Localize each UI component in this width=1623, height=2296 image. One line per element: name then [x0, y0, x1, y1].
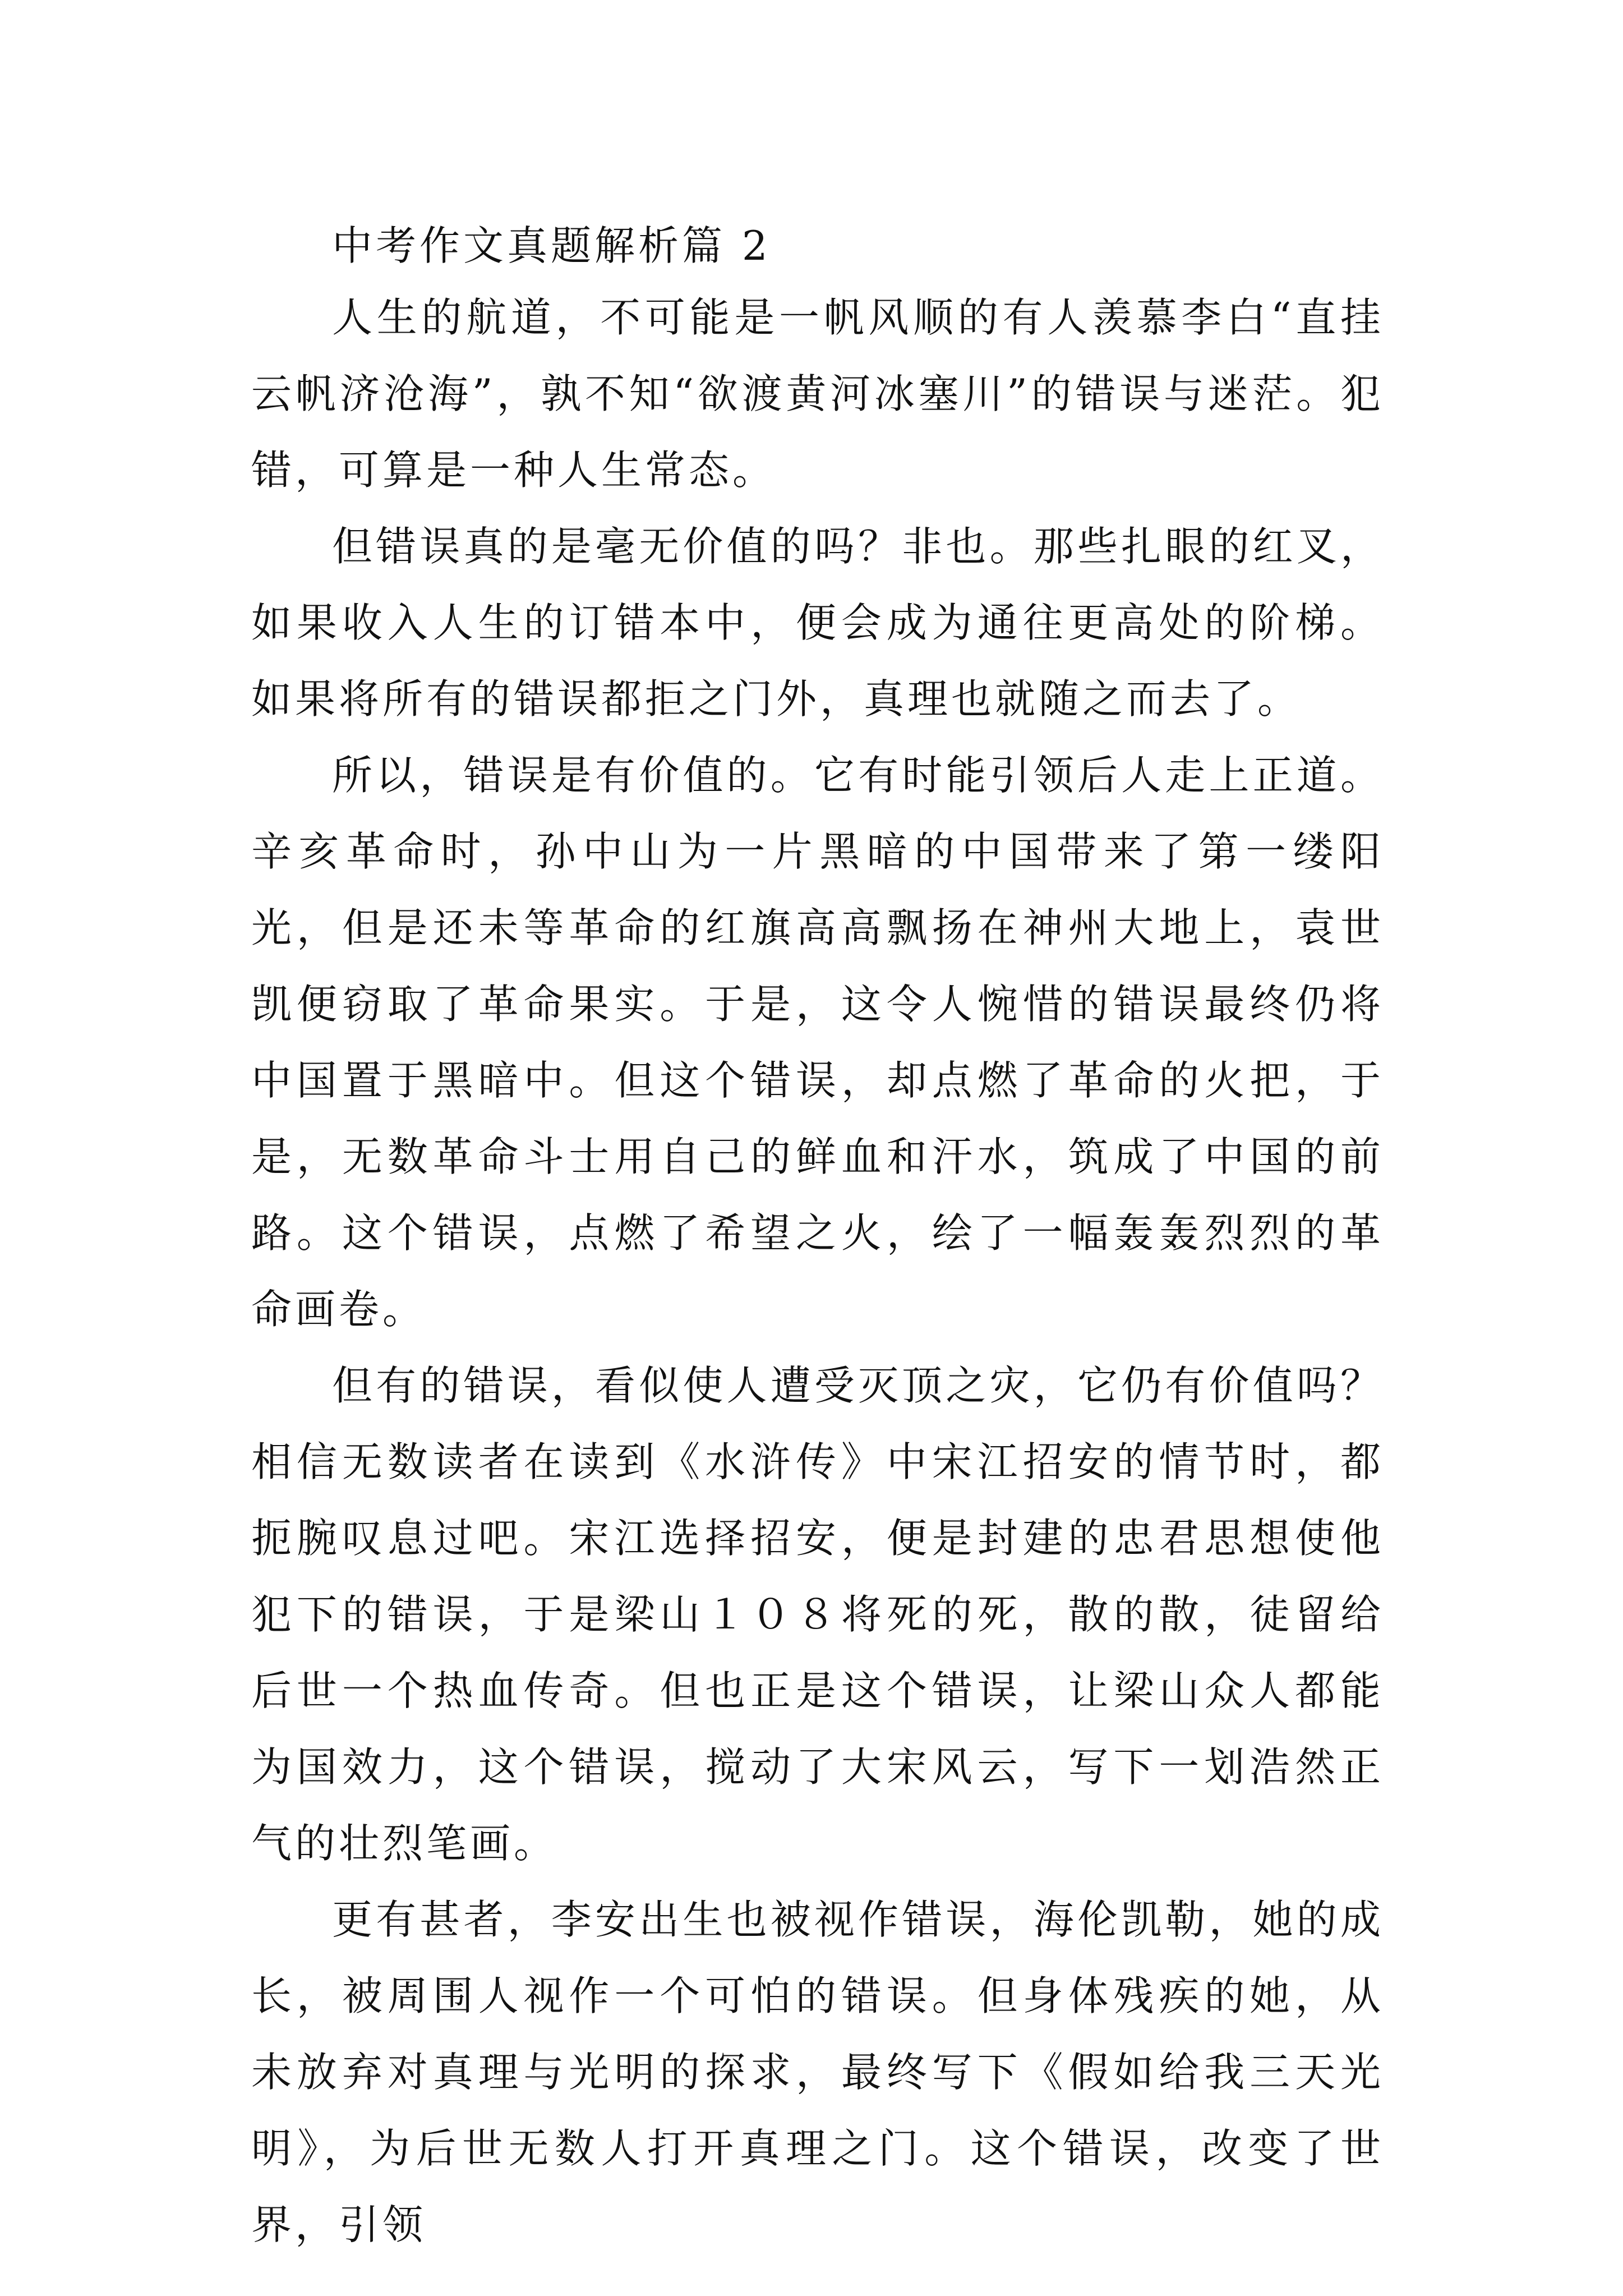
paragraph-intro: 人生的航道，不可能是一帆风顺的有人羡慕李白“直挂云帆济沧海”，孰不知“欲渡黄河冰塞川”的错误与迷茫。犯错，可算是一种人生常态。 [251, 294, 1384, 494]
paragraph-water-margin: 但有的错误，看似使人遭受灭顶之灾，它仍有价值吗？相信无数读者在读到《水浒传》中宋江招安的情节时，都扼腕叹息过吧。宋江选择招安，便是封建的忠君思想使他犯下的错误，于是梁山１０８将死的死，散的散，徒留给后世一个热血传奇。但也正是这个错误，让梁山众人都能为国效力，这个错误，搅动了大宋风云，写下一划浩然正气的壮烈笔画。 [251, 1362, 1384, 1867]
paragraph-revolution: 所以，错误是有价值的。它有时能引领后人走上正道。辛亥革命时，孙中山为一片黑暗的中国带来了第一缕阳光，但是还未等革命的红旗高高飘扬在神州大地上，袁世凯便窃取了革命果实。于是，这令人惋惜的错误最终仍将中国置于黑暗中。但这个错误，却点燃了革命的火把，于是，无数革命斗士用自己的鲜血和汗水，筑成了中国的前路。这个错误，点燃了希望之火，绘了一幅轰轰烈烈的革命画卷。 [251, 752, 1384, 1333]
paragraph-helen-keller: 更有甚者，李安出生也被视作错误，海伦凯勒，她的成长，被周围人视作一个可怕的错误。但身体残疾的她，从未放弃对真理与光明的探求，最终写下《假如给我三天光明》，为后世无数人打开真理之门。这个错误，改变了世界，引领 [251, 1896, 1384, 2248]
document-body [251, 212, 1384, 2263]
document-title: 中考作文真题解析篇 2 [332, 222, 771, 269]
paragraph-value-question: 但错误真的是毫无价值的吗？非也。那些扎眼的红叉，如果收入人生的订错本中，便会成为通往更高处的阶梯。如果将所有的错误都拒之门外，真理也就随之而去了。 [251, 523, 1384, 723]
